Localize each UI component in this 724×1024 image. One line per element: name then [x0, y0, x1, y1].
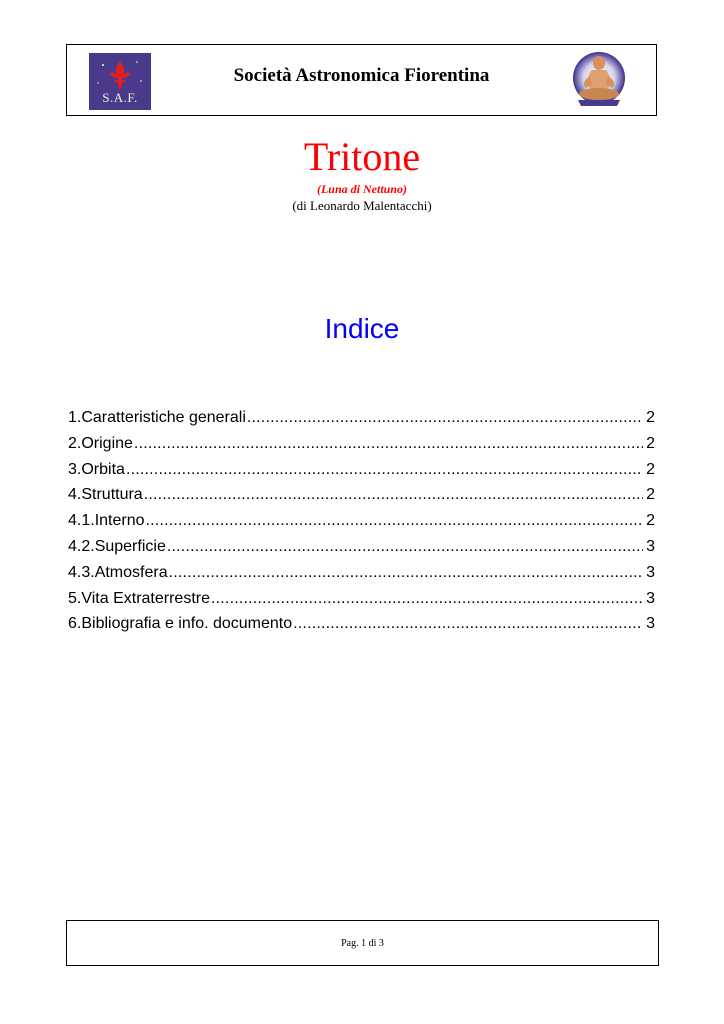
toc-entry[interactable]: [68, 457, 655, 483]
toc-entry-number: 4.: [68, 486, 82, 504]
toc-entry-label: Bibliografia e info. documento: [81, 615, 293, 633]
toc-entry-number: 4.2.: [68, 537, 95, 555]
toc-entry-number: 3.: [68, 460, 82, 478]
toc-entry-page: 2: [646, 486, 655, 504]
toc-entry-page: 2: [646, 460, 655, 478]
toc-entry-page: 2: [646, 512, 655, 530]
toc-entry-number: 2.: [68, 434, 82, 452]
toc-heading: Indice: [324, 313, 400, 344]
toc-entry[interactable]: [68, 482, 655, 508]
toc-entry-number: 1.: [68, 409, 82, 426]
toc-entry-label: Vita Extraterrestre: [81, 589, 210, 607]
toc-entry-page: 3: [646, 563, 655, 581]
toc-entry-page: 2: [646, 409, 655, 426]
page-header: [66, 44, 657, 116]
meditating-figure-icon: [570, 50, 628, 110]
toc-entry-leader: [247, 405, 643, 431]
toc-entry[interactable]: [68, 586, 655, 612]
toc-entry-leader: [134, 431, 643, 457]
toc-entry-label: Interno: [94, 512, 145, 530]
toc-entry-number: 4.3.: [68, 563, 95, 581]
toc-entry-page: 2: [646, 434, 655, 452]
toc-entry[interactable]: [68, 405, 655, 431]
toc-entry-number: 5.: [68, 589, 82, 607]
toc-entry-number: 4.1.: [68, 512, 95, 530]
toc-entry-leader: [146, 508, 644, 534]
toc-entry-leader: [167, 534, 643, 560]
toc-entry-label: Orbita: [81, 460, 125, 478]
toc-entry-leader: [293, 611, 643, 637]
toc-entry-leader: [169, 560, 643, 586]
document-subtitle: (Luna di Nettuno): [316, 182, 407, 196]
header-title: Società Astronomica Fiorentina: [233, 65, 490, 86]
toc-entry-label: Struttura: [81, 486, 143, 504]
meditating-figure-logo: [570, 50, 628, 110]
toc-entry[interactable]: [68, 560, 655, 586]
toc-entry-page: 3: [646, 537, 655, 555]
toc-entry-label: Atmosfera: [94, 563, 168, 581]
page-number: Pag. 1 di 3: [341, 938, 384, 949]
toc-entry-label: Superficie: [94, 537, 166, 555]
toc-entry[interactable]: [68, 534, 655, 560]
toc-entry-page: 3: [646, 589, 655, 607]
toc-entry-leader: [211, 586, 643, 612]
page-footer: [66, 920, 659, 966]
toc-entry[interactable]: [68, 611, 655, 637]
toc-entry-label: Caratteristiche generali: [81, 409, 246, 426]
toc-entry-page: 3: [646, 615, 655, 633]
table-of-contents: [68, 405, 655, 637]
toc-entry-leader: [126, 457, 643, 483]
toc-entry[interactable]: [68, 431, 655, 457]
document-title: Tritone: [303, 134, 421, 179]
toc-entry[interactable]: [68, 508, 655, 534]
saf-logo-text: S.A.F.: [102, 90, 138, 105]
toc-entry-number: 6.: [68, 615, 82, 633]
toc-entry-leader: [144, 482, 643, 508]
toc-entry-label: Origine: [81, 434, 133, 452]
document-author: (di Leonardo Malentacchi): [292, 198, 432, 213]
